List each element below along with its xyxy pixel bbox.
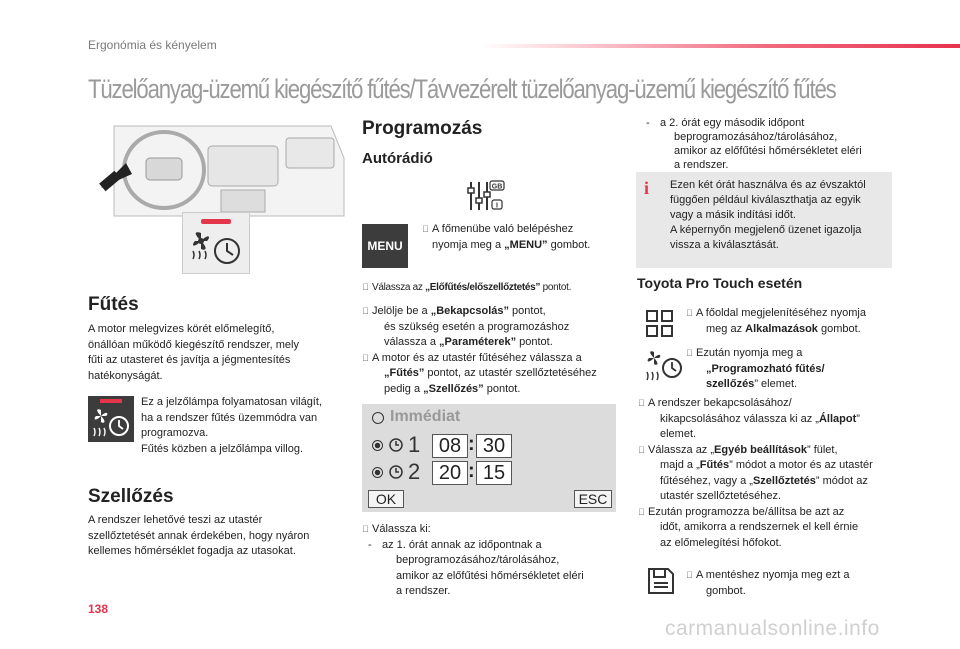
header-accent-bar (480, 44, 960, 48)
section-label: Ergonómia és kényelem (88, 38, 217, 52)
immediat-label: Immédiat (390, 408, 461, 425)
futes-description: A motor melegvizes körét előmelegítő, önállóan működő kiegészítő rendszer, mely fűti az utasteret és javítja a jégmentesítés hatékonyságát. (88, 323, 299, 382)
toyota-heading: Toyota Pro Touch esetén (637, 275, 803, 291)
szellozes-heading: Szellőzés (88, 486, 174, 507)
applications-instruction: A főoldal megjelenítéséhez nyomja meg az Alkalmazások gombot. (696, 307, 866, 335)
dashboard-illustration (96, 118, 346, 218)
row1-minute: 30 (476, 434, 512, 458)
ok-button[interactable]: OK (368, 490, 404, 508)
szellozes-description: A rendszer lehetővé teszi az utastér szellőztetését annak érdekében, hogy nyáron kellemes hőmérséklet fogadja az utasokat. (88, 514, 310, 557)
save-icon (646, 566, 676, 596)
select-preheat: Válassza az „Előfűtés/előszellőztetés” pontot. (372, 282, 572, 293)
lamp-icon-box (88, 396, 134, 442)
row1-radio (372, 440, 383, 451)
programozas-heading: Programozás (362, 118, 483, 139)
row1-hour: 08 (432, 434, 468, 458)
page-number: 138 (88, 602, 109, 616)
row2-hour: 20 (432, 461, 468, 485)
info-icon: i (644, 178, 650, 198)
svg-text:I: I (496, 202, 498, 210)
row2-number: 2 (408, 459, 421, 484)
info-text: Ezen két órát használva és az évszaktól függően például kiválaszthatja az egyik vagy a másik indítási időt. A képernyőn megjelenő üzenet igazolja vissza a kiválasztását. (670, 179, 866, 251)
choose-clock-instructions: Válassza ki: - az 1. órát annak az időpontnak a beprogramozásához/tárolásához, amikor az előfűtési hőmérsékletet eléri a rendszer. (368, 523, 584, 597)
page-title: Tüzelőanyag-üzemű kiegészítő fűtés/Távvezérelt tüzelőanyag-üzemű kiegészítő fűtés (88, 74, 836, 104)
watermark: carmanualsonline.info (665, 617, 880, 640)
heater-switch-panel (182, 212, 250, 274)
clock-icon (388, 437, 404, 453)
lamp-description: Ez a jelzőlámpa folyamatosan világít, ha a rendszer fűtés üzemmódra van programozva. Fűtés közben a jelzőlámpa villog. (141, 396, 322, 455)
save-instruction: A mentéshez nyomja meg ezt a gombot. (696, 569, 850, 597)
futes-heading: Fűtés (88, 294, 139, 315)
immediat-radio (372, 412, 384, 424)
fan-clock-icon (189, 229, 245, 269)
menu-button-icon: MENU (362, 224, 408, 268)
programmable-heating-instruction: Ezután nyomja meg a „Programozható fűtés/ szellőzés” elemet. (696, 347, 825, 390)
clock-icon (388, 464, 404, 480)
info-box (636, 172, 892, 268)
row1-number: 1 (408, 432, 421, 457)
activation-instructions: Jelölje be a „Bekapcsolás” pontot, és szükség esetén a programozáshoz válassza a „Paraméterek” pontot. A motor és az utastér fűtéséhez válassza a „Fűtés” pontot, az utastér szellőztetéséhez pedig a „Szellőzés” pontot. (372, 305, 597, 395)
radio-screen (362, 404, 616, 512)
second-clock-text: - a 2. órát egy második időpont beprogramozásához/tárolásához, amikor az előfűtési hőmérsékletet eléri a rendszer. (646, 117, 862, 171)
row2-radio (372, 467, 383, 478)
toyota-steps: A rendszer bekapcsolásához/ kikapcsolásához válassza ki az „Állapot” elemet. Válassza az „Egyéb beállítások” fület, majd a „Fűtés” módot a motor és az utastér fűtéséhez, vagy a „Szellőztetés” módot az utastér szellőztetéséhez. Ezután programozza be/állítsa be azt az időt, amikorra a rendszernek el kell érnie az előmelegítési hőfokot. (648, 397, 873, 549)
gb-settings-icon (466, 178, 506, 214)
svg-text:GB: GB (491, 183, 503, 191)
row2-minute: 15 (476, 461, 512, 485)
row1-colon: : (468, 433, 475, 455)
fan-clock-icon (91, 406, 131, 440)
fan-clock-icon (644, 348, 684, 384)
applications-icon (645, 309, 675, 339)
indicator-lamp (201, 219, 231, 224)
row2-colon: : (468, 460, 475, 482)
esc-button[interactable]: ESC (574, 490, 612, 508)
menu-instruction: A főmenübe való belépéshez nyomja meg a „MENU” gombot. (432, 223, 591, 251)
autoradio-heading: Autórádió (362, 150, 433, 167)
